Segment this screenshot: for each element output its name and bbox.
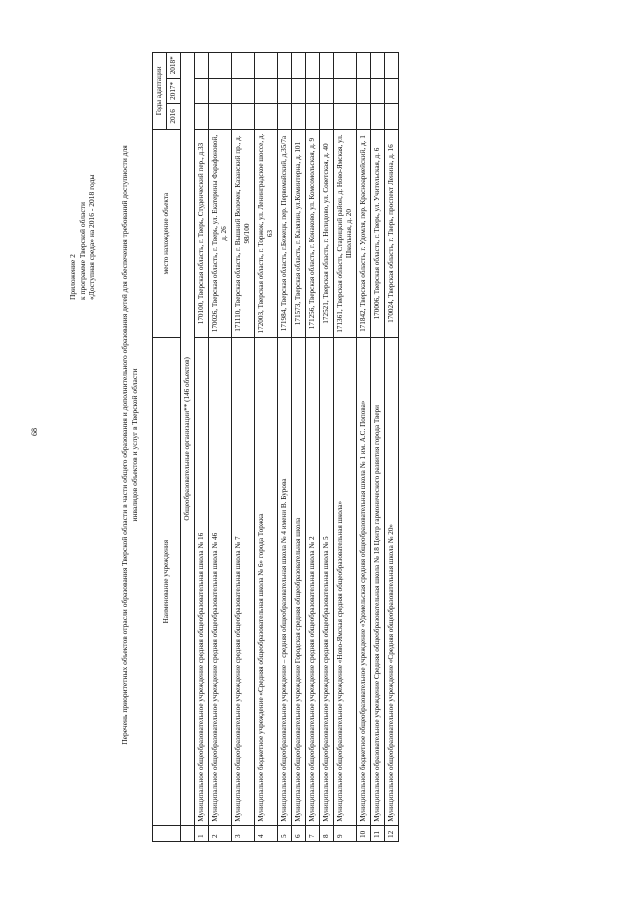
row-year-2018 — [385, 53, 399, 79]
row-number: 5 — [278, 825, 292, 841]
row-year-2017 — [306, 78, 320, 104]
row-year-2018 — [255, 53, 278, 79]
row-institution-name: Муниципальное общеобразовательное учреждение – средняя общеобразовательная школа № 4 имени В. Бурова — [278, 338, 292, 825]
table-header-row — [153, 53, 167, 842]
table-row — [292, 53, 306, 842]
row-number: 7 — [306, 825, 320, 841]
row-address: 172521, Тверская область, г. Нелидово, ул. Советская, д. 40 — [320, 129, 334, 338]
row-year-2018 — [357, 53, 371, 79]
row-number: 3 — [232, 825, 255, 841]
row-number: 12 — [385, 825, 399, 841]
row-institution-name: Муниципальное общеобразовательное учреждение средняя общеобразовательная школа № 7 — [232, 338, 255, 825]
table-row — [255, 53, 278, 842]
row-year-2017 — [232, 78, 255, 104]
row-year-2017 — [357, 78, 371, 104]
table-row — [306, 53, 320, 842]
rotated-document — [60, 40, 630, 860]
row-year-2017 — [385, 78, 399, 104]
row-number: 10 — [357, 825, 371, 841]
table-row — [385, 53, 399, 842]
header-years-group: Годы адаптации — [153, 53, 167, 130]
row-year-2018 — [306, 53, 320, 79]
header-address: место нахождение объекта — [153, 129, 181, 338]
row-address: 170006, Тверская область, г. Тверь, ул. Учительская, д. 6 — [371, 129, 385, 338]
table-row — [320, 53, 334, 842]
row-address: 170026, Тверская область, г. Тверь, ул. Екатерины Фарафоновой, д. 26 — [209, 129, 232, 338]
row-year-2017 — [195, 78, 209, 104]
appendix-note — [68, 40, 97, 300]
row-year-2017 — [371, 78, 385, 104]
appendix-line-3: «Доступная среда» на 2016 - 2018 годы — [87, 174, 96, 300]
row-institution-name: Муниципальное бюджетное учреждение «Средняя общеобразовательная школа № 6» города Торжка — [255, 338, 278, 825]
row-year-2016 — [255, 104, 278, 130]
row-institution-name: Муниципальное общеобразовательное учреждение «Ново-Ямская средняя общеобразовательная школа» — [334, 338, 357, 825]
row-number: 4 — [255, 825, 278, 841]
row-year-2016 — [232, 104, 255, 130]
row-institution-name: Муниципальное бюджетное общеобразовательное учреждение «Удомельская средняя общеобразовательная школа № 1 им. А.С. Попова» — [357, 338, 371, 825]
row-number: 2 — [209, 825, 232, 841]
table-row — [232, 53, 255, 842]
table-row — [195, 53, 209, 842]
row-year-2017 — [292, 78, 306, 104]
row-institution-name: Муниципальное образовательное учреждение Средняя общеобразовательная школа № 18 Центр гармонического развития города Твери — [371, 338, 385, 825]
header-name: Наименование учреждения — [153, 338, 181, 825]
row-year-2017 — [255, 78, 278, 104]
appendix-line-1: Приложение 2 — [68, 254, 77, 300]
appendix-line-2: к программе Тверской области — [77, 202, 87, 300]
row-institution-name: Муниципальное общеобразовательное учреждение средняя общеобразовательная школа № 16 — [195, 338, 209, 825]
table-row — [357, 53, 371, 842]
row-address: 171361, Тверская область, Старицкий район, д. Ново-Ямская, ул. Школьная, д. 20 — [334, 129, 357, 338]
row-year-2018 — [278, 53, 292, 79]
table-row — [334, 53, 357, 842]
page-number: 68 — [30, 428, 39, 436]
header-number — [153, 825, 181, 841]
row-year-2016 — [209, 104, 232, 130]
row-address: 171573, Тверская область, г. Калязин, ул.Коминтерна, д. 101 — [292, 129, 306, 338]
objects-table — [152, 52, 399, 842]
row-institution-name: Муниципальное общеобразовательное учреждение средняя общеобразовательная школа № 2 — [306, 338, 320, 825]
row-year-2018 — [334, 53, 357, 79]
header-year-2016: 2016 — [167, 104, 181, 130]
row-year-2017 — [278, 78, 292, 104]
row-year-2016 — [195, 104, 209, 130]
section-row — [181, 53, 195, 842]
heading-line-2: инвалидов объектов и услуг в Тверской области — [130, 368, 139, 522]
table-row — [371, 53, 385, 842]
row-number: 11 — [371, 825, 385, 841]
row-address: 171842, Тверская область, г. Удомля, пер. Красноармейский, д. 1 — [357, 129, 371, 338]
row-year-2016 — [357, 104, 371, 130]
row-year-2018 — [195, 53, 209, 79]
row-address: 171256, Тверская область, г. Конаково, ул. Комсомольская, д. 9 — [306, 129, 320, 338]
header-year-2017: 2017* — [167, 78, 181, 104]
header-year-2018: 2018* — [167, 53, 181, 79]
row-institution-name: Муниципальное общеобразовательное учреждение средняя общеобразовательная школа № 46 — [209, 338, 232, 825]
row-year-2017 — [209, 78, 232, 104]
row-year-2016 — [292, 104, 306, 130]
row-number: 1 — [195, 825, 209, 841]
row-year-2016 — [371, 104, 385, 130]
row-institution-name: Муниципальное общеобразовательное учреждение средняя общеобразовательная школа № 5 — [320, 338, 334, 825]
row-year-2018 — [209, 53, 232, 79]
row-address: 171984, Тверская область, г.Бежецк, пер. Первомайский, д.35/7а — [278, 129, 292, 338]
row-address: 170024, Тверская область, г. Тверь, проспект Ленина, д. 16 — [385, 129, 399, 338]
row-year-2016 — [320, 104, 334, 130]
row-address: 172003, Тверская область, г. Торжок, ул. Ленинградское шоссе, д. 63 — [255, 129, 278, 338]
row-year-2018 — [292, 53, 306, 79]
table-row — [209, 53, 232, 842]
row-number: 8 — [320, 825, 334, 841]
section-title: Общеобразовательные организации** (146 объектов) — [181, 53, 195, 826]
row-year-2016 — [385, 104, 399, 130]
row-address: 171110, Тверская область, г. Вышний Волочек, Казанский пр., д. 98/100 — [232, 129, 255, 338]
row-year-2016 — [278, 104, 292, 130]
row-address: 170100, Тверская область, г. Тверь, Студенческий пер., д.33 — [195, 129, 209, 338]
row-institution-name: Муниципальное общеобразовательное учреждение Городская средняя общеобразовательная школа — [292, 338, 306, 825]
heading-line-1: Перечень приоритетных объектов отрасли образования Тверской области в части общего образования и дополнительного образования детей для обеспечения требований доступности для — [120, 145, 129, 745]
row-year-2018 — [232, 53, 255, 79]
row-institution-name: Муниципальное общеобразовательное учреждение «Средняя общеобразовательная школа № 20» — [385, 338, 399, 825]
row-year-2016 — [306, 104, 320, 130]
row-year-2017 — [320, 78, 334, 104]
row-number: 9 — [334, 825, 357, 841]
row-year-2017 — [334, 78, 357, 104]
row-year-2018 — [371, 53, 385, 79]
table-row — [278, 53, 292, 842]
document-heading — [120, 60, 140, 830]
row-year-2016 — [334, 104, 357, 130]
section-number-cell — [181, 825, 195, 841]
row-year-2018 — [320, 53, 334, 79]
row-number: 6 — [292, 825, 306, 841]
